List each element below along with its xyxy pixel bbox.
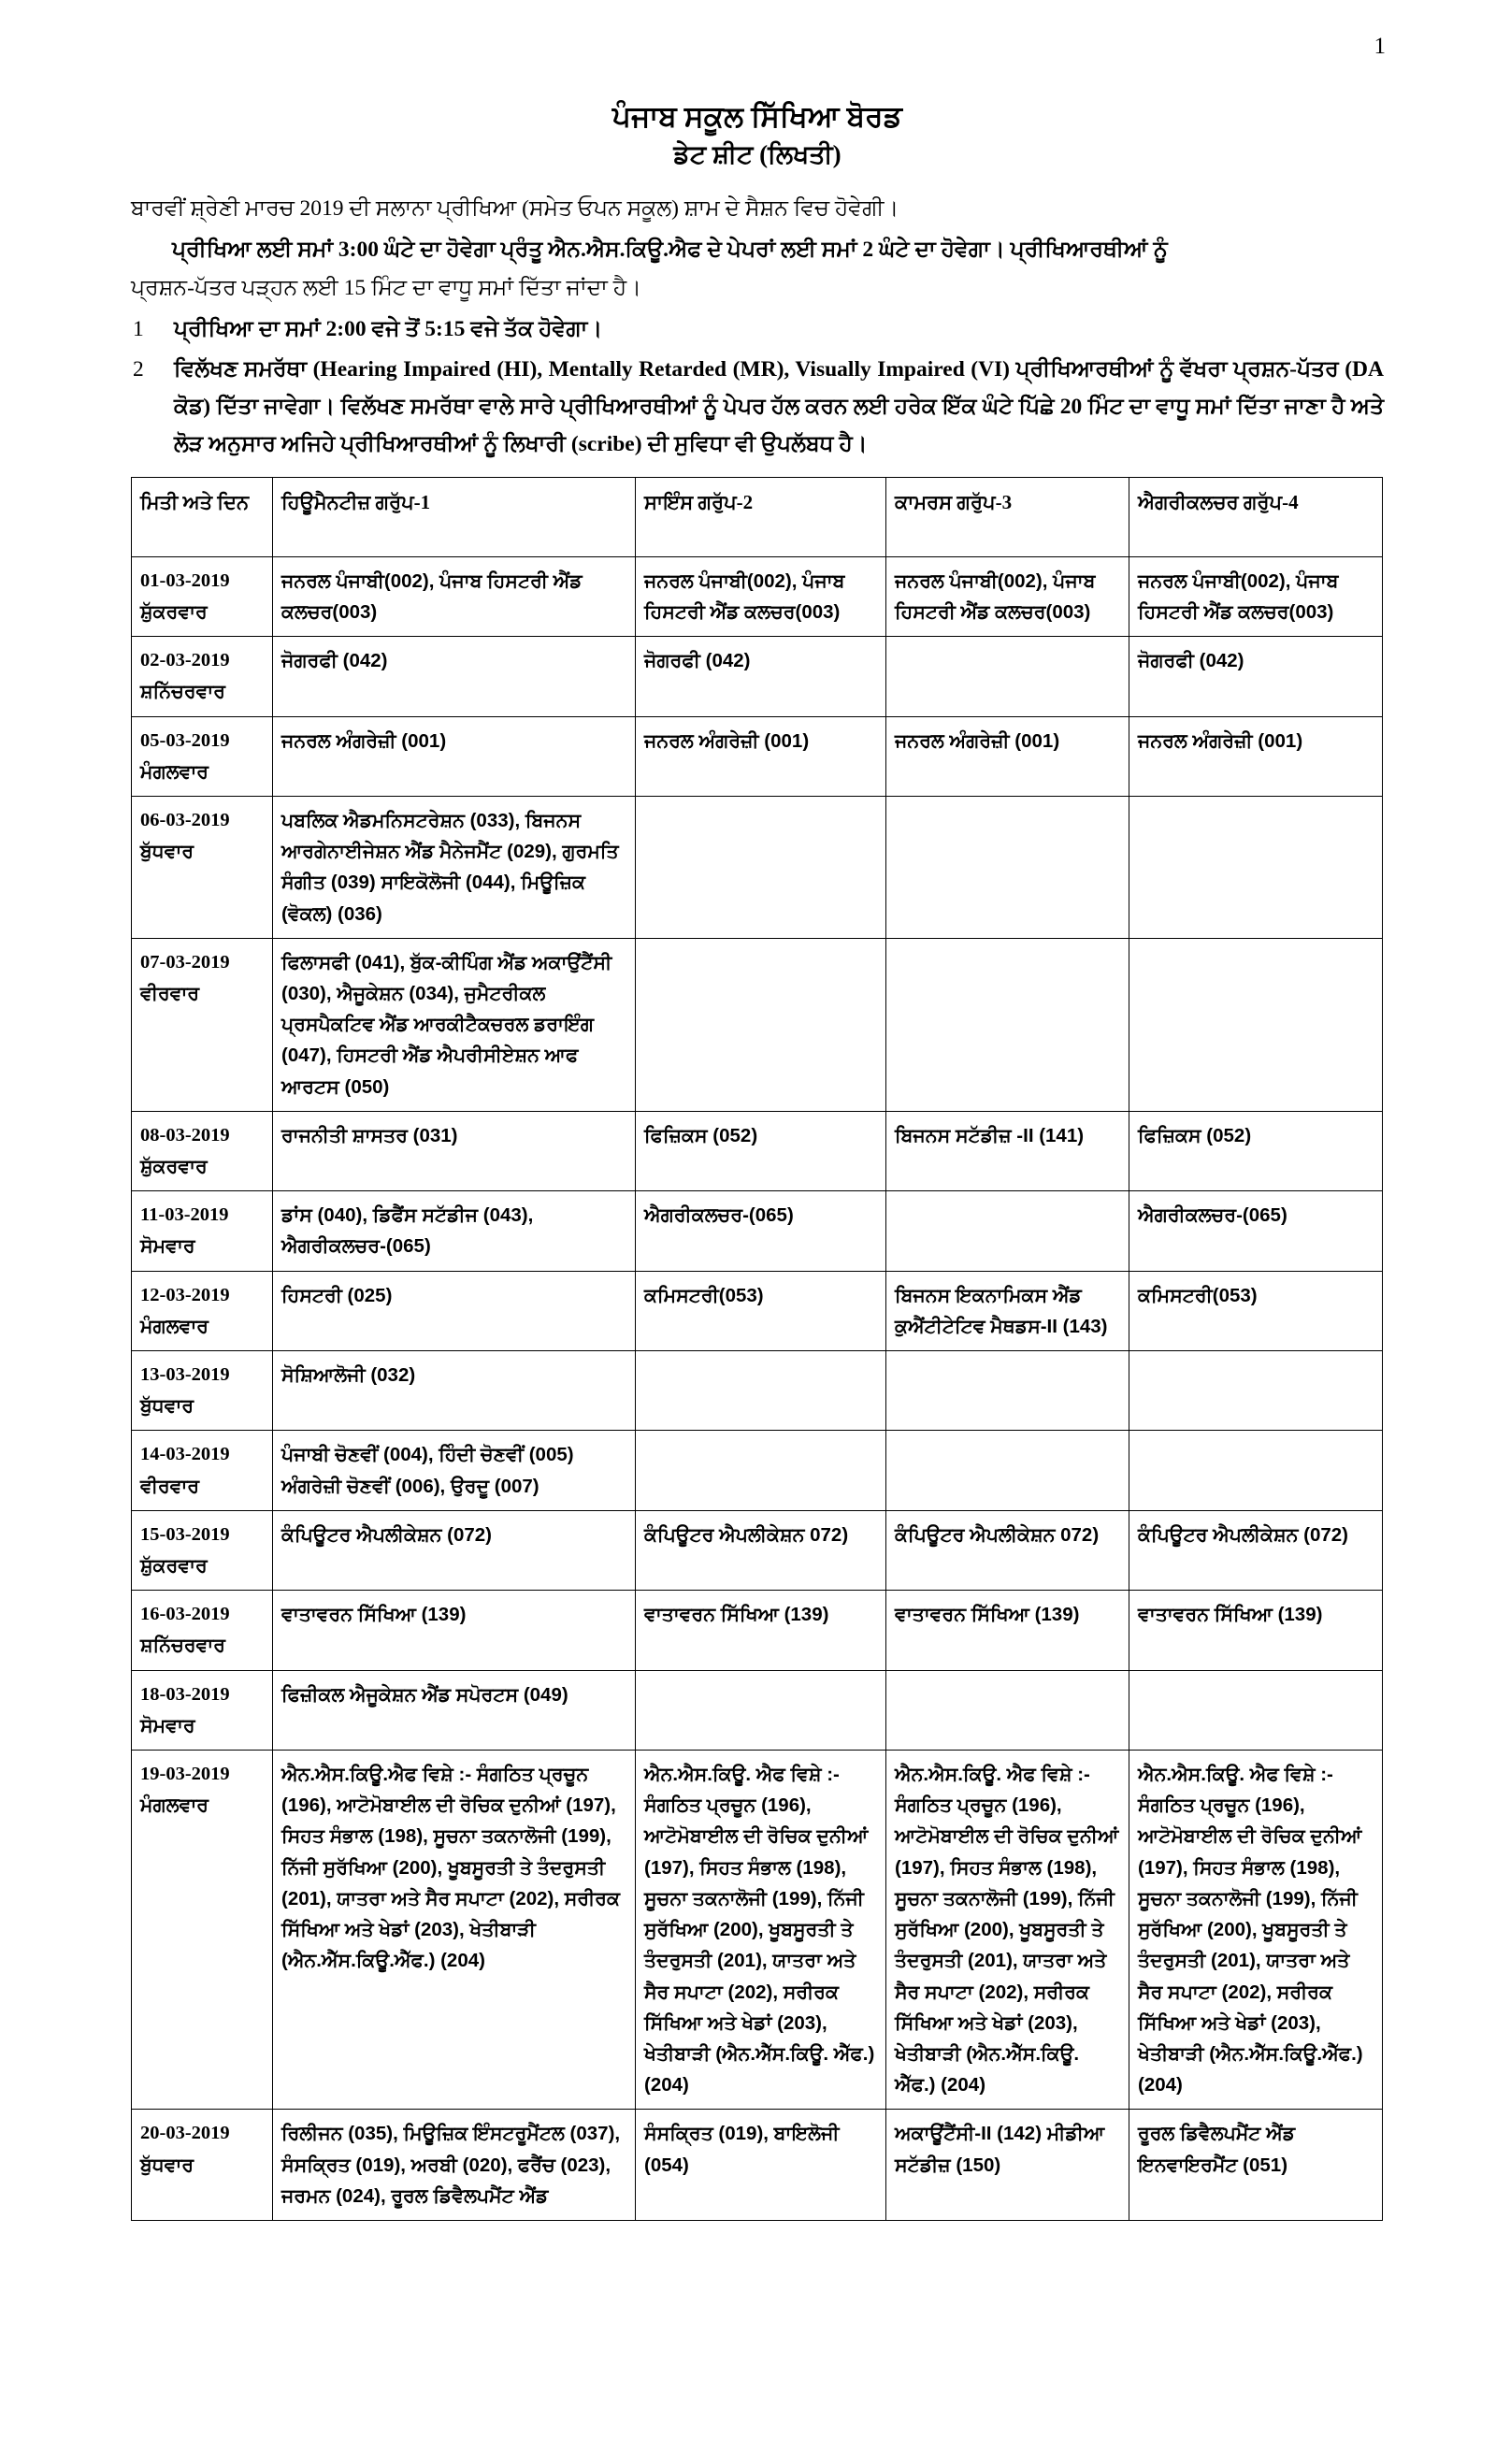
column-header-science: ਸਾਇੰਸ ਗਰੁੱਪ-2 xyxy=(636,477,886,556)
cell-science: ਫਿਜ਼ਿਕਸ (052) xyxy=(636,1111,886,1190)
exam-date: 18-03-2019 xyxy=(140,1683,230,1705)
intro-line-3: ਪ੍ਰਸ਼ਨ-ਪੱਤਰ ਪੜ੍ਹਨ ਲਈ 15 ਮਿੰਟ ਦਾ ਵਾਧੂ ਸਮਾਂ ਦਿੱਤਾ ਜਾਂਦਾ ਹੈ। xyxy=(131,275,642,300)
cell-commerce xyxy=(886,1431,1129,1510)
exam-day: ਵੀਰਵਾਰ xyxy=(140,983,200,1005)
column-header-date: ਮਿਤੀ ਅਤੇ ਦਿਨ xyxy=(132,477,273,556)
cell-date xyxy=(132,1191,273,1271)
exam-date: 11-03-2019 xyxy=(140,1204,229,1226)
table-row xyxy=(132,1111,1383,1190)
cell-commerce xyxy=(886,1670,1129,1750)
cell-agriculture: ਰੂਰਲ ਡਿਵੈਲਪਮੈਂਟ ਐਂਡ ਇਨਵਾਇਰਮੈਂਟ (051) xyxy=(1129,2110,1383,2221)
cell-science xyxy=(636,1670,886,1750)
cell-commerce xyxy=(886,938,1129,1111)
cell-agriculture: ਕਮਿਸਟਰੀ(053) xyxy=(1129,1271,1383,1350)
exam-date: 20-03-2019 xyxy=(140,2123,230,2144)
cell-humanities: ਜੋਗਰਫੀ (042) xyxy=(273,637,636,716)
cell-science xyxy=(636,1431,886,1510)
exam-date: 08-03-2019 xyxy=(140,1124,230,1146)
table-header xyxy=(132,477,1383,556)
page-title: ਪੰਜਾਬ ਸਕੂਲ ਸਿੱਖਿਆ ਬੋਰਡ xyxy=(611,100,903,133)
cell-humanities: ਪੰਜਾਬੀ ਚੋਣਵੀਂ (004), ਹਿੰਦੀ ਚੋਣਵੀਂ (005) ਅੰਗਰੇਜ਼ੀ ਚੋਣਵੀਂ (006), ਉਰਦੂ (007) xyxy=(273,1431,636,1510)
table-row xyxy=(132,1351,1383,1431)
cell-agriculture: ਕੰਪਿਊਟਰ ਐਪਲੀਕੇਸ਼ਨ (072) xyxy=(1129,1510,1383,1590)
cell-agriculture: ਜਨਰਲ ਪੰਜਾਬੀ(002), ਪੰਜਾਬ ਹਿਸਟਰੀ ਐਂਡ ਕਲਚਰ(003) xyxy=(1129,556,1383,636)
cell-agriculture: ਵਾਤਾਵਰਨ ਸਿੱਖਿਆ (139) xyxy=(1129,1591,1383,1670)
table-row xyxy=(132,797,1383,939)
intro-list-item-text: ਵਿਲੱਖਣ ਸਮਰੱਥਾ (Hearing Impaired (HI), Mentally Retarded (MR), Visually Impaired (VI) ਪ੍ਰੀਖਿਆਰਥੀਆਂ ਨੂੰ ਵੱਖਰਾ ਪ੍ਰਸ਼ਨ-ਪੱਤਰ (DA ਕੋਡ) ਦਿੱਤਾ ਜਾਵੇਗਾ। ਵਿਲੱਖਣ ਸਮਰੱਥਾ ਵਾਲੇ ਸਾਰੇ ਪ੍ਰੀਖਿਆਰਥੀਆਂ ਨੂੰ ਪੇਪਰ ਹੱਲ ਕਰਨ ਲਈ ਹਰੇਕ ਇੱਕ ਘੰਟੇ ਪਿੱਛੇ 20 ਮਿੰਟ ਦਾ ਵਾਧੂ ਸਮਾਂ ਦਿੱਤਾ ਜਾਣਾ ਹੈ ਅਤੇ ਲੋੜ ਅਨੁਸਾਰ ਅਜਿਹੇ ਪ੍ਰੀਖਿਆਰਥੀਆਂ ਨੂੰ ਲਿਖਾਰੀ (scribe) ਦੀ ਸੁਵਿਧਾ ਵੀ ਉਪਲੱਬਧ ਹੈ। xyxy=(174,356,1384,457)
table-row xyxy=(132,938,1383,1111)
table-row xyxy=(132,1510,1383,1590)
cell-date xyxy=(132,938,273,1111)
exam-date: 05-03-2019 xyxy=(140,729,230,751)
exam-date: 06-03-2019 xyxy=(140,810,230,830)
cell-agriculture: ਜੋਗਰਫੀ (042) xyxy=(1129,637,1383,716)
cell-science xyxy=(636,1351,886,1431)
cell-science xyxy=(636,797,886,939)
cell-commerce xyxy=(886,797,1129,939)
exam-day: ਬੁੱਧਵਾਰ xyxy=(140,1395,194,1418)
cell-science: ਕਮਿਸਟਰੀ(053) xyxy=(636,1271,886,1350)
cell-commerce: ਬਿਜਨਸ ਇਕਨਾਮਿਕਸ ਐਂਡ ਕੁਐਂਟੀਟੇਟਿਵ ਮੈਥਡਸ-II (143) xyxy=(886,1271,1129,1350)
cell-date xyxy=(132,1591,273,1670)
exam-day: ਮੰਗਲਵਾਰ xyxy=(140,1794,209,1817)
table-row xyxy=(132,1431,1383,1510)
cell-commerce: ਐਨ.ਐਸ.ਕਿਊ. ਐਫ ਵਿਸ਼ੇ :- ਸੰਗਠਿਤ ਪ੍ਰਚੂਨ (196), ਆਟੋਮੋਬਾਈਲ ਦੀ ਰੋਚਿਕ ਦੁਨੀਆਂ (197), ਸਿਹਤ ਸੰਭਾਲ (198), ਸੂਚਨਾ ਤਕਨਾਲੋਜੀ (199), ਨਿੱਜੀ ਸੁਰੱਖਿਆ (200), ਖੂਬਸੂਰਤੀ ਤੇ ਤੰਦਰੁਸਤੀ (201), ਯਾਤਰਾ ਅਤੇ ਸੈਰ ਸਪਾਟਾ (202), ਸਰੀਰਕ ਸਿੱਖਿਆ ਅਤੇ ਖੇਡਾਂ (203), ਖੇਤੀਬਾੜੀ (ਐਨ.ਐੱਸ.ਕਿਊ. ਐੱਫ.) (204) xyxy=(886,1751,1129,2110)
table-body xyxy=(132,556,1383,2220)
exam-date: 15-03-2019 xyxy=(140,1523,230,1545)
exam-day: ਸ਼ੁੱਕਰਵਾਰ xyxy=(140,1156,208,1178)
table-header-row xyxy=(132,477,1383,556)
exam-day: ਮੰਗਲਵਾਰ xyxy=(140,1315,209,1337)
exam-date: 13-03-2019 xyxy=(140,1364,230,1386)
cell-commerce xyxy=(886,1351,1129,1431)
cell-humanities: ਹਿਸਟਰੀ (025) xyxy=(273,1271,636,1350)
exam-day: ਸ਼ੁੱਕਰਵਾਰ xyxy=(140,600,208,623)
table-row xyxy=(132,1670,1383,1750)
cell-commerce: ਕੰਪਿਊਟਰ ਐਪਲੀਕੇਸ਼ਨ 072) xyxy=(886,1510,1129,1590)
cell-agriculture: ਐਨ.ਐਸ.ਕਿਊ. ਐਫ ਵਿਸ਼ੇ :- ਸੰਗਠਿਤ ਪ੍ਰਚੂਨ (196), ਆਟੋਮੋਬਾਈਲ ਦੀ ਰੋਚਿਕ ਦੁਨੀਆਂ (197), ਸਿਹਤ ਸੰਭਾਲ (198), ਸੂਚਨਾ ਤਕਨਾਲੋਜੀ (199), ਨਿੱਜੀ ਸੁਰੱਖਿਆ (200), ਖੂਬਸੂਰਤੀ ਤੇ ਤੰਦਰੁਸਤੀ (201), ਯਾਤਰਾ ਅਤੇ ਸੈਰ ਸਪਾਟਾ (202), ਸਰੀਰਕ ਸਿੱਖਿਆ ਅਤੇ ਖੇਡਾਂ (203), ਖੇਤੀਬਾੜੀ (ਐਨ.ਐੱਸ.ਕਿਊ.ਐੱਫ.) (204) xyxy=(1129,1751,1383,2110)
table-row xyxy=(132,556,1383,636)
cell-date xyxy=(132,797,273,939)
intro-numbered-list xyxy=(131,310,1384,464)
page-number: 1 xyxy=(1374,34,1386,59)
exam-day: ਸ਼ੁੱਕਰਵਾਰ xyxy=(140,1555,208,1578)
page-subtitle: ਡੇਟ ਸ਼ੀਟ (ਲਿਖਤੀ) xyxy=(673,140,842,169)
cell-science: ਐਨ.ਐਸ.ਕਿਊ. ਐਫ ਵਿਸ਼ੇ :- ਸੰਗਠਿਤ ਪ੍ਰਚੂਨ (196), ਆਟੋਮੋਬਾਈਲ ਦੀ ਰੋਚਿਕ ਦੁਨੀਆਂ (197), ਸਿਹਤ ਸੰਭਾਲ (198), ਸੂਚਨਾ ਤਕਨਾਲੋਜੀ (199), ਨਿੱਜੀ ਸੁਰੱਖਿਆ (200), ਖੂਬਸੂਰਤੀ ਤੇ ਤੰਦਰੁਸਤੀ (201), ਯਾਤਰਾ ਅਤੇ ਸੈਰ ਸਪਾਟਾ (202), ਸਰੀਰਕ ਸਿੱਖਿਆ ਅਤੇ ਖੇਡਾਂ (203), ਖੇਤੀਬਾੜੀ (ਐਨ.ਐੱਸ.ਕਿਊ. ਐੱਫ.) (204) xyxy=(636,1751,886,2110)
intro-list-item-text: ਪ੍ਰੀਖਿਆ ਦਾ ਸਮਾਂ 2:00 ਵਜੇ ਤੋਂ 5:15 ਵਜੇ ਤੱਕ ਹੋਵੇਗਾ। xyxy=(174,317,603,342)
intro-line-2: ਪ੍ਰੀਖਿਆ ਲਈ ਸਮਾਂ 3:00 ਘੰਟੇ ਦਾ ਹੋਵੇਗਾ ਪ੍ਰੰਤੂ ਐਨ.ਐਸ.ਕਿਊ.ਐਫ ਦੇ ਪੇਪਰਾਂ ਲਈ ਸਮਾਂ 2 ਘੰਟੇ ਦਾ ਹੋਵੇਗਾ। ਪ੍ਰੀਖਿਆਰਥੀਆਂ ਨੂੰ xyxy=(172,238,1168,263)
cell-commerce: ਅਕਾਊਂਟੈਂਸੀ-II (142) ਮੀਡੀਆ ਸਟੱਡੀਜ਼ (150) xyxy=(886,2110,1129,2221)
cell-commerce: ਜਨਰਲ ਪੰਜਾਬੀ(002), ਪੰਜਾਬ ਹਿਸਟਰੀ ਐਂਡ ਕਲਚਰ(003) xyxy=(886,556,1129,636)
cell-humanities: ਕੰਪਿਊਟਰ ਐਪਲੀਕੇਸ਼ਨ (072) xyxy=(273,1510,636,1590)
intro-list-item xyxy=(131,310,1384,348)
exam-day: ਵੀਰਵਾਰ xyxy=(140,1475,200,1497)
cell-date xyxy=(132,716,273,796)
table-row xyxy=(132,1751,1383,2110)
column-header-agriculture: ਐਗਰੀਕਲਚਰ ਗਰੁੱਪ-4 xyxy=(1129,477,1383,556)
cell-science: ਜਨਰਲ ਪੰਜਾਬੀ(002), ਪੰਜਾਬ ਹਿਸਟਰੀ ਐਂਡ ਕਲਚਰ(003) xyxy=(636,556,886,636)
cell-humanities: ਰਾਜਨੀਤੀ ਸ਼ਾਸਤਰ (031) xyxy=(273,1111,636,1190)
cell-science: ਕੰਪਿਊਟਰ ਐਪਲੀਕੇਸ਼ਨ 072) xyxy=(636,1510,886,1590)
cell-agriculture xyxy=(1129,1431,1383,1510)
column-header-commerce: ਕਾਮਰਸ ਗਰੁੱਪ-3 xyxy=(886,477,1129,556)
cell-humanities: ਸੋਸ਼ਿਆਲੋਜੀ (032) xyxy=(273,1351,636,1431)
table-row xyxy=(132,1591,1383,1670)
exam-date: 07-03-2019 xyxy=(140,951,230,973)
cell-science: ਜਨਰਲ ਅੰਗਰੇਜ਼ੀ (001) xyxy=(636,716,886,796)
exam-date: 14-03-2019 xyxy=(140,1444,230,1465)
exam-date: 01-03-2019 xyxy=(140,569,230,591)
exam-day: ਸ਼ਨਿੱਚਰਵਾਰ xyxy=(140,681,225,703)
cell-date xyxy=(132,556,273,636)
cell-date xyxy=(132,1111,273,1190)
cell-agriculture: ਐਗਰੀਕਲਚਰ-(065) xyxy=(1129,1191,1383,1271)
cell-science xyxy=(636,938,886,1111)
cell-date xyxy=(132,1431,273,1510)
table-row xyxy=(132,2110,1383,2221)
cell-humanities: ਫਿਜ਼ੀਕਲ ਐਜੂਕੇਸ਼ਨ ਐਂਡ ਸਪੋਰਟਸ (049) xyxy=(273,1670,636,1750)
cell-date xyxy=(132,1670,273,1750)
intro-list-item-number: 1 xyxy=(133,317,144,342)
cell-science: ਐਗਰੀਕਲਚਰ-(065) xyxy=(636,1191,886,1271)
cell-date xyxy=(132,1351,273,1431)
cell-science: ਜੋਗਰਫੀ (042) xyxy=(636,637,886,716)
cell-agriculture: ਜਨਰਲ ਅੰਗਰੇਜ਼ੀ (001) xyxy=(1129,716,1383,796)
cell-commerce xyxy=(886,1191,1129,1271)
table-row xyxy=(132,637,1383,716)
cell-date xyxy=(132,1271,273,1350)
cell-humanities: ਜਨਰਲ ਪੰਜਾਬੀ(002), ਪੰਜਾਬ ਹਿਸਟਰੀ ਐਂਡ ਕਲਚਰ(003) xyxy=(273,556,636,636)
exam-day: ਸੋਮਵਾਰ xyxy=(140,1714,195,1736)
exam-day: ਮੰਗਲਵਾਰ xyxy=(140,760,209,783)
cell-date xyxy=(132,2110,273,2221)
intro-line-1: ਬਾਰਵੀਂ ਸ਼੍ਰੇਣੀ ਮਾਰਚ 2019 ਦੀ ਸਲਾਨਾ ਪ੍ਰੀਖਿਆ (ਸਮੇਤ ਓਪਨ ਸਕੂਲ) ਸ਼ਾਮ ਦੇ ਸੈਸ਼ਨ ਵਿਚ ਹੋਵੇਗੀ। xyxy=(131,195,899,221)
cell-humanities: ਰਿਲੀਜਨ (035), ਮਿਊਜ਼ਿਕ ਇੰਸਟਰੂਮੈਂਟਲ (037), ਸੰਸਕ੍ਰਿਤ (019), ਅਰਬੀ (020), ਫਰੈਂਚ (023), ਜਰਮਨ (024), ਰੂਰਲ ਡਿਵੈਲਪਮੈਂਟ ਐਂਡ xyxy=(273,2110,636,2221)
cell-humanities: ਡਾਂਸ (040), ਡਿਫੈਂਸ ਸਟੱਡੀਜ (043), ਐਗਰੀਕਲਚਰ-(065) xyxy=(273,1191,636,1271)
cell-agriculture xyxy=(1129,797,1383,939)
exam-date: 16-03-2019 xyxy=(140,1604,230,1625)
cell-date xyxy=(132,1510,273,1590)
table-row xyxy=(132,716,1383,796)
exam-date: 19-03-2019 xyxy=(140,1764,230,1785)
exam-date: 12-03-2019 xyxy=(140,1284,230,1305)
cell-humanities: ਜਨਰਲ ਅੰਗਰੇਜ਼ੀ (001) xyxy=(273,716,636,796)
cell-agriculture xyxy=(1129,1670,1383,1750)
exam-day: ਬੁੱਧਵਾਰ xyxy=(140,841,194,863)
intro-list-item-number: 2 xyxy=(133,356,144,382)
cell-agriculture xyxy=(1129,938,1383,1111)
cell-humanities: ਵਾਤਾਵਰਨ ਸਿੱਖਿਆ (139) xyxy=(273,1591,636,1670)
datesheet-table xyxy=(131,477,1383,2221)
intro-list-item xyxy=(131,351,1384,464)
cell-commerce: ਬਿਜਨਸ ਸਟੱਡੀਜ਼ -II (141) xyxy=(886,1111,1129,1190)
cell-commerce xyxy=(886,637,1129,716)
cell-commerce: ਜਨਰਲ ਅੰਗਰੇਜ਼ੀ (001) xyxy=(886,716,1129,796)
exam-date: 02-03-2019 xyxy=(140,650,230,671)
intro-section xyxy=(131,190,1384,464)
cell-date xyxy=(132,637,273,716)
cell-humanities: ਪਬਲਿਕ ਐਡਮਨਿਸਟਰੇਸ਼ਨ (033), ਬਿਜਨਸ ਆਰਗੇਨਾਈਜੇਸ਼ਨ ਐਂਡ ਮੈਨੇਜਮੈਂਟ (029), ਗੁਰਮਤਿ ਸੰਗੀਤ (039) ਸਾਇਕੋਲੋਜੀ (044), ਮਿਊਜ਼ਿਕ (ਵੋਕਲ) (036) xyxy=(273,797,636,939)
exam-day: ਸ਼ਨਿੱਚਰਵਾਰ xyxy=(140,1635,225,1657)
table-row xyxy=(132,1271,1383,1350)
cell-humanities: ਫਿਲਾਸਫੀ (041), ਬੁੱਕ-ਕੀਪਿੰਗ ਐਂਡ ਅਕਾਉਂਟੈਂਸੀ (030), ਐਜੂਕੇਸ਼ਨ (034), ਜੁਮੈਟਰੀਕਲ ਪ੍ਰਸਪੈਕਟਿਵ ਐਂਡ ਆਰਕੀਟੈਕਚਰਲ ਡਰਾਇੰਗ (047), ਹਿਸਟਰੀ ਐਂਡ ਐਪਰੀਸੀਏਸ਼ਨ ਆਫ ਆਰਟਸ (050) xyxy=(273,938,636,1111)
cell-humanities: ਐਨ.ਐਸ.ਕਿਊ.ਐਫ ਵਿਸ਼ੇ :- ਸੰਗਠਿਤ ਪ੍ਰਚੂਨ (196), ਆਟੋਮੋਬਾਈਲ ਦੀ ਰੋਚਿਕ ਦੁਨੀਆਂ (197), ਸਿਹਤ ਸੰਭਾਲ (198), ਸੂਚਨਾ ਤਕਨਾਲੋਜੀ (199), ਨਿੱਜੀ ਸੁਰੱਖਿਆ (200), ਖੂਬਸੂਰਤੀ ਤੇ ਤੰਦਰੁਸਤੀ (201), ਯਾਤਰਾ ਅਤੇ ਸੈਰ ਸਪਾਟਾ (202), ਸਰੀਰਕ ਸਿੱਖਿਆ ਅਤੇ ਖੇਡਾਂ (203), ਖੇਤੀਬਾੜੀ (ਐਨ.ਐੱਸ.ਕਿਊ.ਐੱਫ.) (204) xyxy=(273,1751,636,2110)
cell-agriculture xyxy=(1129,1351,1383,1431)
column-header-humanities: ਹਿਊਮੈਨਟੀਜ਼ ਗਰੁੱਪ-1 xyxy=(273,477,636,556)
exam-day: ਬੁੱਧਵਾਰ xyxy=(140,2154,194,2176)
exam-day: ਸੋਮਵਾਰ xyxy=(140,1235,195,1258)
cell-science: ਸੰਸਕ੍ਰਿਤ (019), ਬਾਇਲੋਜੀ (054) xyxy=(636,2110,886,2221)
cell-commerce: ਵਾਤਾਵਰਨ ਸਿੱਖਿਆ (139) xyxy=(886,1591,1129,1670)
cell-agriculture: ਫਿਜ਼ਿਕਸ (052) xyxy=(1129,1111,1383,1190)
cell-science: ਵਾਤਾਵਰਨ ਸਿੱਖਿਆ (139) xyxy=(636,1591,886,1670)
cell-date xyxy=(132,1751,273,2110)
table-row xyxy=(132,1191,1383,1271)
